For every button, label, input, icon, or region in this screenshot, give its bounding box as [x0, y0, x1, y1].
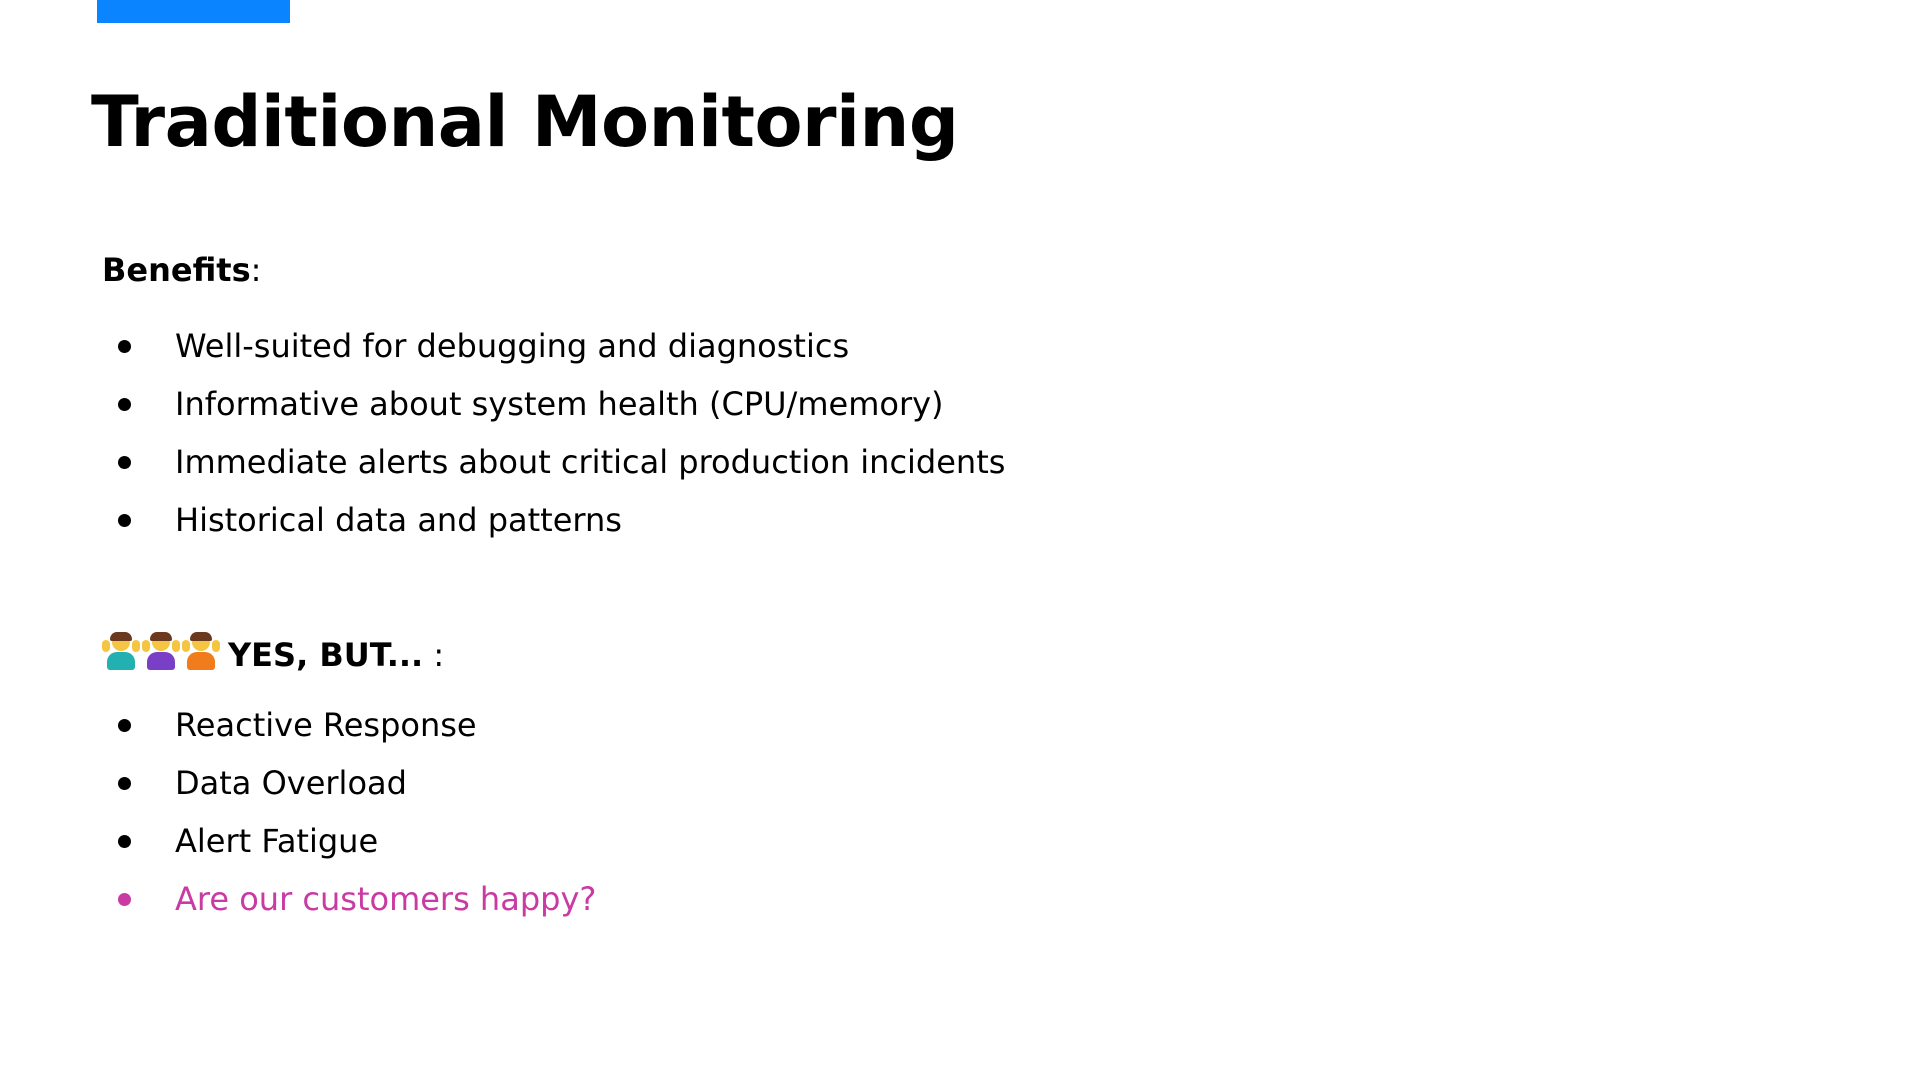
- list-item-text: Informative about system health (CPU/memory): [175, 385, 944, 423]
- benefits-heading-suffix: :: [250, 251, 262, 289]
- person-shrugging-icon: [182, 632, 220, 672]
- bullet-dot-icon: [118, 456, 131, 469]
- bullet-dot-icon: [118, 777, 131, 790]
- list-item-text: Immediate alerts about critical production incidents: [175, 443, 1006, 481]
- but-heading-label: YES, BUT...: [228, 636, 424, 674]
- bullet-dot-icon: [118, 398, 131, 411]
- man-shrugging-icon: [102, 632, 140, 672]
- list-item-text: Data Overload: [175, 764, 407, 802]
- slide-title: Traditional Monitoring: [91, 81, 959, 163]
- list-item-text: Well-suited for debugging and diagnostics: [175, 327, 850, 365]
- woman-shrugging-icon: [142, 632, 180, 672]
- bullet-dot-icon: [118, 340, 131, 353]
- list-item-text: Alert Fatigue: [175, 822, 379, 860]
- list-item-text: Reactive Response: [175, 706, 477, 744]
- accent-bar: [97, 0, 290, 23]
- but-heading: [102, 632, 444, 681]
- benefits-heading: [102, 250, 261, 290]
- list-item-text: Historical data and patterns: [175, 501, 622, 539]
- benefits-heading-label: Benefits: [102, 251, 251, 289]
- bullet-dot-icon: [118, 514, 131, 527]
- bullet-dot-icon: [118, 719, 131, 732]
- shrug-emoji-group: [102, 632, 222, 681]
- bullet-dot-icon: [118, 893, 131, 906]
- but-heading-suffix: :: [423, 636, 445, 674]
- list-item-text: Are our customers happy?: [175, 880, 597, 918]
- bullet-dot-icon: [118, 835, 131, 848]
